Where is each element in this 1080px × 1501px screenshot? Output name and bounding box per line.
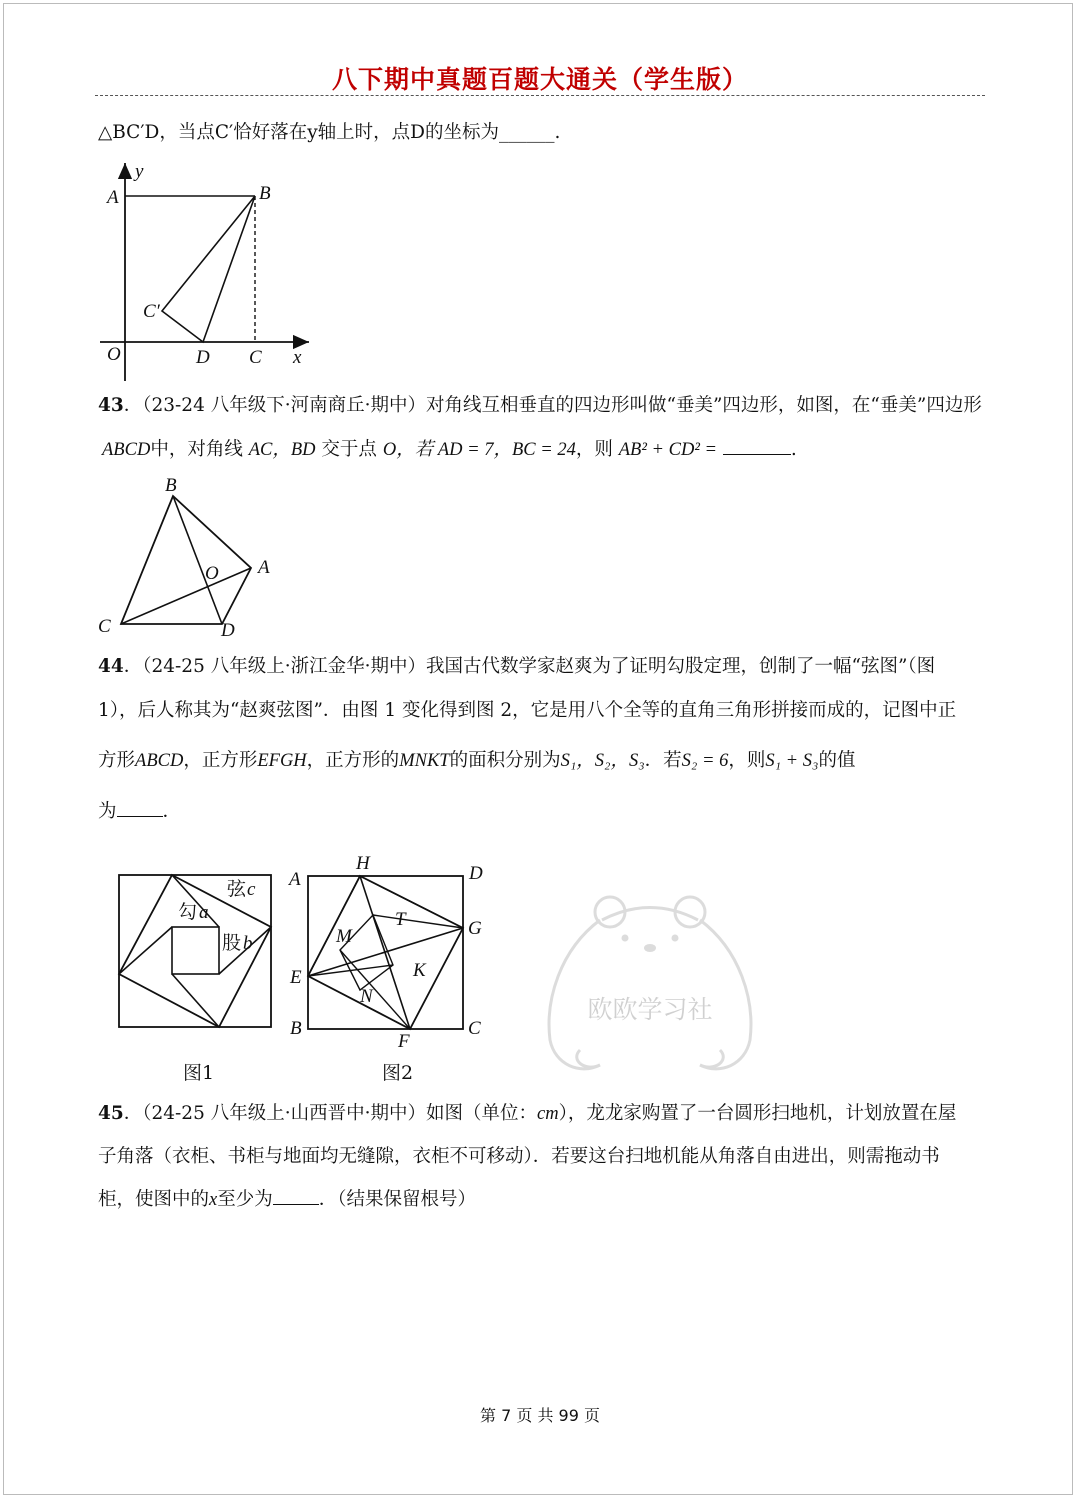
- label-E: E: [290, 967, 302, 988]
- label-C: C: [98, 616, 111, 637]
- label-A: A: [258, 557, 270, 578]
- label-B: B: [165, 475, 177, 496]
- figure-2-caption: 图2: [382, 1062, 414, 1084]
- q44-line2: 1），后人称其为“赵爽弦图”．由图 1 变化得到图 2，它是用八个全等的直角三角形拼接而成的，记图中正: [98, 700, 957, 721]
- label-C: C: [468, 1018, 481, 1039]
- label-A: A: [289, 869, 301, 890]
- q45-line1: 45．（24-25 八年级上·山西晋中·期中）如图（单位：cm），龙龙家购置了一台圆形扫地机，计划放置在屋: [98, 1103, 957, 1124]
- q44-source: （24-25 八年级上·浙江金华·期中）: [142, 656, 426, 677]
- svg-text:勾: 勾: [178, 901, 198, 923]
- label-O: O: [205, 563, 219, 584]
- q44-figure-1: [110, 868, 280, 1033]
- label-K: K: [413, 960, 426, 981]
- label-D: D: [221, 620, 235, 641]
- label-H: H: [356, 853, 370, 874]
- label-N: N: [360, 986, 373, 1007]
- label-D: D: [196, 347, 210, 368]
- q43-number: 43: [98, 395, 124, 416]
- svg-text:股: 股: [222, 932, 242, 954]
- svg-text:c: c: [247, 879, 256, 900]
- label-O: O: [107, 344, 121, 365]
- q42-tail-text: △BC′D，当点C′恰好落在y轴上时，点D的坐标为______.: [98, 122, 561, 143]
- q45-line3: 柜，使图中的x至少为 ．（结果保留根号）: [98, 1189, 477, 1210]
- q45-number: 45: [98, 1103, 124, 1124]
- label-M: M: [336, 926, 352, 947]
- svg-text:a: a: [199, 902, 209, 923]
- q44-number: 44: [98, 656, 124, 677]
- page-header-title: 八下期中真题百题大通关（学生版）: [331, 65, 748, 94]
- label-D: D: [469, 863, 483, 884]
- q44-line4: 为 ．: [98, 801, 182, 822]
- q43-figure: [92, 470, 292, 642]
- label-y: y: [135, 161, 144, 182]
- watermark-text: 欧欧学习社: [587, 995, 713, 1024]
- q45-source: （24-25 八年级上·山西晋中·期中）: [142, 1103, 426, 1124]
- label-A: A: [107, 187, 119, 208]
- label-B: B: [290, 1018, 302, 1039]
- label-C: C: [249, 347, 262, 368]
- q43-text1: 对角线互相垂直的四边形叫做“垂美”四边形，如图，在“垂美”四边形: [426, 395, 982, 416]
- q44-line3: 方形ABCD，正方形EFGH，正方形的MNKT的面积分别为S₁，S₂，S₃．若S₂ = 6，则S₁ + S₃的值: [98, 750, 856, 771]
- q43-source: （23-24 八年级下·河南商丘·期中）: [142, 395, 426, 416]
- label-F: F: [398, 1031, 410, 1052]
- svg-text:弦: 弦: [227, 878, 247, 900]
- label-B: B: [259, 183, 271, 204]
- label-T: T: [395, 909, 406, 930]
- q42-figure: [95, 155, 325, 387]
- watermark-bear: [540, 890, 760, 1080]
- q44-figure-2: [282, 850, 497, 1055]
- label-C-prime: C′: [143, 301, 160, 322]
- q45-line2: 子角落（衣柜、书柜与地面均无缝隙，衣柜不可移动）．若要这台扫地机能从角落自由进出，则需拖动书: [98, 1146, 940, 1167]
- figure-1-caption: 图1: [183, 1062, 215, 1084]
- q43-line1: 43．（23-24 八年级下·河南商丘·期中）对角线互相垂直的四边形叫做“垂美”四边形，如图，在“垂美”四边形: [98, 395, 982, 416]
- label-G: G: [468, 918, 482, 939]
- q44-answer-blank[interactable]: [117, 800, 163, 817]
- label-x: x: [293, 347, 302, 368]
- q44-line1: 44．（24-25 八年级上·浙江金华·期中）我国古代数学家赵爽为了证明勾股定理，创制了一幅“弦图”（图: [98, 656, 936, 677]
- page-footer: 第 7 页 共 99 页: [480, 1406, 600, 1425]
- q45-answer-blank[interactable]: [273, 1188, 319, 1205]
- q43-line2: ABCD中，对角线 AC，BD 交于点 O，若 AD = 7，BC = 24，则 AB² + CD² = .: [102, 439, 797, 460]
- header-divider: [95, 95, 985, 96]
- svg-text:b: b: [243, 933, 253, 954]
- q43-answer-blank[interactable]: [723, 438, 791, 455]
